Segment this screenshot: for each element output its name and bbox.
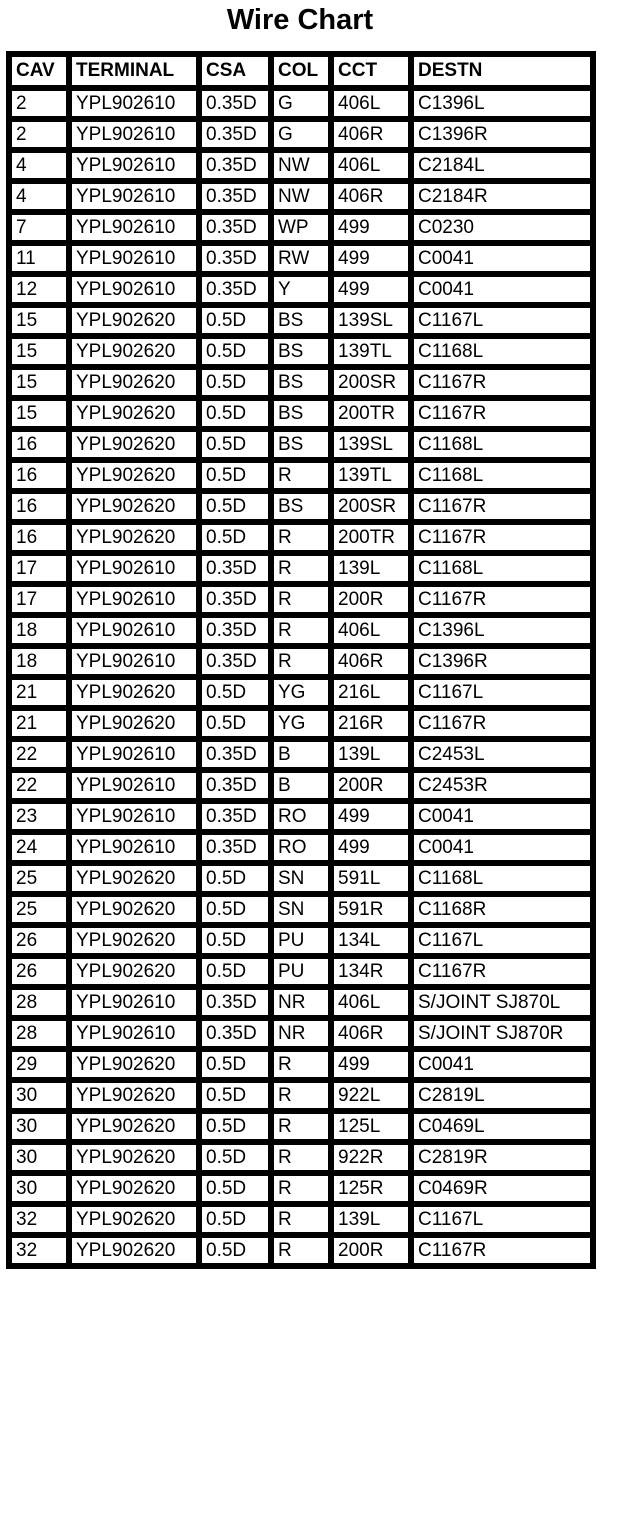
cell-csa: 0.5D <box>199 956 271 987</box>
table-row <box>9 553 593 584</box>
table-row <box>9 398 593 429</box>
cell-terminal: YPL902620 <box>69 1204 199 1235</box>
cell-csa: 0.35D <box>199 243 271 274</box>
cell-terminal: YPL902610 <box>69 739 199 770</box>
table-row <box>9 739 593 770</box>
wire-chart-table <box>6 51 596 1269</box>
cell-cav: 32 <box>9 1204 69 1235</box>
cell-col: R <box>271 553 331 584</box>
cell-col: B <box>271 739 331 770</box>
cell-terminal: YPL902620 <box>69 1173 199 1204</box>
cell-cav: 12 <box>9 274 69 305</box>
cell-destn: C1167R <box>411 522 593 553</box>
table-row <box>9 212 593 243</box>
cell-cav: 26 <box>9 956 69 987</box>
cell-cav: 26 <box>9 925 69 956</box>
cell-destn: C1167L <box>411 677 593 708</box>
cell-csa: 0.5D <box>199 336 271 367</box>
table-row <box>9 1111 593 1142</box>
cell-csa: 0.35D <box>199 987 271 1018</box>
cell-cct: 499 <box>331 1049 411 1080</box>
cell-cav: 4 <box>9 150 69 181</box>
table-row <box>9 770 593 801</box>
table-row <box>9 1080 593 1111</box>
cell-cav: 16 <box>9 429 69 460</box>
cell-col: WP <box>271 212 331 243</box>
cell-destn: C1168L <box>411 863 593 894</box>
cell-cct: 216L <box>331 677 411 708</box>
cell-terminal: YPL902620 <box>69 1111 199 1142</box>
page-title: Wire Chart <box>226 4 374 36</box>
table-row <box>9 1049 593 1080</box>
cell-cct: 406R <box>331 1018 411 1049</box>
cell-terminal: YPL902610 <box>69 801 199 832</box>
cell-destn: C1167L <box>411 1204 593 1235</box>
table-row <box>9 491 593 522</box>
header-terminal: TERMINAL <box>69 54 199 88</box>
table-row <box>9 925 593 956</box>
cell-terminal: YPL902610 <box>69 150 199 181</box>
cell-cct: 406L <box>331 987 411 1018</box>
cell-cav: 30 <box>9 1080 69 1111</box>
cell-destn: C1168R <box>411 894 593 925</box>
cell-cav: 11 <box>9 243 69 274</box>
cell-destn: C1396R <box>411 119 593 150</box>
cell-col: YG <box>271 677 331 708</box>
table-row <box>9 584 593 615</box>
cell-col: R <box>271 615 331 646</box>
table-row <box>9 615 593 646</box>
cell-cct: 406R <box>331 181 411 212</box>
table-row <box>9 181 593 212</box>
cell-cct: 139TL <box>331 336 411 367</box>
cell-destn: C1167R <box>411 1235 593 1266</box>
cell-csa: 0.5D <box>199 1142 271 1173</box>
table-row <box>9 801 593 832</box>
cell-csa: 0.35D <box>199 832 271 863</box>
cell-col: YG <box>271 708 331 739</box>
cell-col: NW <box>271 181 331 212</box>
table-row <box>9 1142 593 1173</box>
cell-cav: 15 <box>9 305 69 336</box>
cell-cct: 406R <box>331 646 411 677</box>
cell-col: PU <box>271 925 331 956</box>
cell-col: NW <box>271 150 331 181</box>
cell-csa: 0.5D <box>199 1235 271 1266</box>
cell-col: BS <box>271 398 331 429</box>
table-row <box>9 1173 593 1204</box>
cell-csa: 0.35D <box>199 739 271 770</box>
cell-terminal: YPL902620 <box>69 956 199 987</box>
cell-destn: C0041 <box>411 243 593 274</box>
cell-destn: C0041 <box>411 274 593 305</box>
cell-col: BS <box>271 336 331 367</box>
cell-col: R <box>271 1142 331 1173</box>
cell-csa: 0.35D <box>199 1018 271 1049</box>
table-row <box>9 863 593 894</box>
cell-destn: C2819R <box>411 1142 593 1173</box>
cell-destn: C1167L <box>411 925 593 956</box>
cell-cav: 25 <box>9 863 69 894</box>
cell-cct: 499 <box>331 243 411 274</box>
cell-cav: 4 <box>9 181 69 212</box>
cell-col: R <box>271 1173 331 1204</box>
cell-terminal: YPL902610 <box>69 181 199 212</box>
cell-terminal: YPL902610 <box>69 88 199 119</box>
table-row <box>9 150 593 181</box>
cell-terminal: YPL902610 <box>69 832 199 863</box>
cell-cct: 134R <box>331 956 411 987</box>
cell-cct: 139L <box>331 553 411 584</box>
cell-terminal: YPL902620 <box>69 460 199 491</box>
cell-terminal: YPL902620 <box>69 1142 199 1173</box>
cell-col: R <box>271 584 331 615</box>
cell-terminal: YPL902610 <box>69 243 199 274</box>
cell-csa: 0.35D <box>199 553 271 584</box>
cell-cav: 15 <box>9 398 69 429</box>
cell-col: SN <box>271 894 331 925</box>
cell-destn: C0041 <box>411 801 593 832</box>
cell-terminal: YPL902620 <box>69 925 199 956</box>
cell-destn: C1167R <box>411 708 593 739</box>
cell-terminal: YPL902610 <box>69 584 199 615</box>
cell-destn: C0230 <box>411 212 593 243</box>
cell-destn: C1168L <box>411 336 593 367</box>
cell-cct: 406R <box>331 119 411 150</box>
cell-col: BS <box>271 305 331 336</box>
cell-cct: 125R <box>331 1173 411 1204</box>
cell-cav: 30 <box>9 1173 69 1204</box>
cell-csa: 0.35D <box>199 584 271 615</box>
cell-cct: 139L <box>331 1204 411 1235</box>
cell-col: R <box>271 522 331 553</box>
cell-cav: 2 <box>9 88 69 119</box>
header-csa: CSA <box>199 54 271 88</box>
cell-terminal: YPL902620 <box>69 336 199 367</box>
cell-csa: 0.35D <box>199 801 271 832</box>
header-cav: CAV <box>9 54 69 88</box>
cell-cav: 29 <box>9 1049 69 1080</box>
cell-cav: 15 <box>9 336 69 367</box>
cell-terminal: YPL902620 <box>69 1049 199 1080</box>
cell-destn: S/JOINT SJ870L <box>411 987 593 1018</box>
cell-col: R <box>271 460 331 491</box>
cell-destn: C2453R <box>411 770 593 801</box>
table-row <box>9 1018 593 1049</box>
cell-destn: C1167R <box>411 584 593 615</box>
cell-cct: 125L <box>331 1111 411 1142</box>
cell-cav: 28 <box>9 1018 69 1049</box>
cell-terminal: YPL902610 <box>69 770 199 801</box>
table-row <box>9 832 593 863</box>
cell-col: NR <box>271 987 331 1018</box>
cell-terminal: YPL902620 <box>69 677 199 708</box>
cell-cct: 499 <box>331 832 411 863</box>
cell-csa: 0.5D <box>199 677 271 708</box>
cell-destn: C2184R <box>411 181 593 212</box>
cell-cct: 200SR <box>331 491 411 522</box>
cell-col: R <box>271 1235 331 1266</box>
cell-cct: 922R <box>331 1142 411 1173</box>
cell-destn: C1396L <box>411 615 593 646</box>
table-row <box>9 646 593 677</box>
cell-csa: 0.35D <box>199 150 271 181</box>
cell-csa: 0.5D <box>199 863 271 894</box>
cell-cav: 22 <box>9 739 69 770</box>
table-row <box>9 119 593 150</box>
cell-cct: 134L <box>331 925 411 956</box>
cell-terminal: YPL902620 <box>69 429 199 460</box>
cell-cav: 24 <box>9 832 69 863</box>
cell-cct: 499 <box>331 274 411 305</box>
cell-terminal: YPL902610 <box>69 615 199 646</box>
cell-cct: 499 <box>331 212 411 243</box>
cell-terminal: YPL902610 <box>69 274 199 305</box>
cell-cct: 499 <box>331 801 411 832</box>
cell-col: NR <box>271 1018 331 1049</box>
cell-terminal: YPL902620 <box>69 398 199 429</box>
cell-csa: 0.5D <box>199 1173 271 1204</box>
cell-col: RW <box>271 243 331 274</box>
cell-col: R <box>271 1204 331 1235</box>
table-row <box>9 367 593 398</box>
cell-cct: 591L <box>331 863 411 894</box>
cell-col: BS <box>271 367 331 398</box>
cell-destn: C1167R <box>411 491 593 522</box>
table-row <box>9 305 593 336</box>
table-row <box>9 1204 593 1235</box>
cell-col: R <box>271 1111 331 1142</box>
cell-terminal: YPL902610 <box>69 212 199 243</box>
cell-terminal: YPL902620 <box>69 1235 199 1266</box>
table-row <box>9 274 593 305</box>
cell-cct: 200SR <box>331 367 411 398</box>
table-body <box>9 88 593 1266</box>
cell-cav: 21 <box>9 708 69 739</box>
cell-cav: 21 <box>9 677 69 708</box>
cell-terminal: YPL902620 <box>69 305 199 336</box>
cell-destn: S/JOINT SJ870R <box>411 1018 593 1049</box>
cell-col: RO <box>271 801 331 832</box>
cell-cav: 17 <box>9 553 69 584</box>
cell-terminal: YPL902620 <box>69 367 199 398</box>
cell-destn: C2453L <box>411 739 593 770</box>
cell-col: PU <box>271 956 331 987</box>
cell-terminal: YPL902610 <box>69 1018 199 1049</box>
cell-csa: 0.5D <box>199 398 271 429</box>
cell-col: R <box>271 1080 331 1111</box>
cell-destn: C0041 <box>411 1049 593 1080</box>
cell-cav: 17 <box>9 584 69 615</box>
cell-csa: 0.5D <box>199 894 271 925</box>
cell-cav: 25 <box>9 894 69 925</box>
cell-terminal: YPL902610 <box>69 119 199 150</box>
cell-cav: 18 <box>9 646 69 677</box>
cell-terminal: YPL902620 <box>69 863 199 894</box>
cell-terminal: YPL902620 <box>69 894 199 925</box>
cell-csa: 0.35D <box>199 119 271 150</box>
table-row <box>9 677 593 708</box>
cell-destn: C1167R <box>411 956 593 987</box>
cell-destn: C1167L <box>411 305 593 336</box>
cell-cct: 406L <box>331 88 411 119</box>
cell-csa: 0.5D <box>199 1204 271 1235</box>
cell-terminal: YPL902620 <box>69 708 199 739</box>
cell-cct: 922L <box>331 1080 411 1111</box>
cell-destn: C1396R <box>411 646 593 677</box>
cell-csa: 0.5D <box>199 460 271 491</box>
table-row <box>9 429 593 460</box>
cell-destn: C0041 <box>411 832 593 863</box>
table-row <box>9 460 593 491</box>
cell-cct: 200R <box>331 770 411 801</box>
cell-csa: 0.5D <box>199 491 271 522</box>
table-row <box>9 894 593 925</box>
cell-terminal: YPL902620 <box>69 1080 199 1111</box>
cell-cav: 18 <box>9 615 69 646</box>
cell-cct: 139SL <box>331 305 411 336</box>
cell-csa: 0.5D <box>199 305 271 336</box>
header-row <box>9 54 593 88</box>
cell-cct: 406L <box>331 615 411 646</box>
cell-cav: 16 <box>9 460 69 491</box>
cell-csa: 0.35D <box>199 274 271 305</box>
table-row <box>9 987 593 1018</box>
table-row <box>9 243 593 274</box>
cell-terminal: YPL902610 <box>69 646 199 677</box>
cell-col: RO <box>271 832 331 863</box>
cell-cav: 23 <box>9 801 69 832</box>
cell-csa: 0.5D <box>199 522 271 553</box>
cell-csa: 0.5D <box>199 1080 271 1111</box>
cell-destn: C1168L <box>411 429 593 460</box>
cell-csa: 0.35D <box>199 770 271 801</box>
cell-destn: C1396L <box>411 88 593 119</box>
header-cct: CCT <box>331 54 411 88</box>
cell-csa: 0.5D <box>199 925 271 956</box>
cell-cav: 16 <box>9 491 69 522</box>
cell-terminal: YPL902620 <box>69 522 199 553</box>
cell-col: G <box>271 88 331 119</box>
table-row <box>9 336 593 367</box>
cell-csa: 0.35D <box>199 212 271 243</box>
cell-cct: 200TR <box>331 522 411 553</box>
cell-cct: 591R <box>331 894 411 925</box>
cell-col: Y <box>271 274 331 305</box>
table-row <box>9 956 593 987</box>
cell-col: R <box>271 646 331 677</box>
cell-terminal: YPL902620 <box>69 491 199 522</box>
cell-cav: 32 <box>9 1235 69 1266</box>
cell-col: R <box>271 1049 331 1080</box>
cell-col: G <box>271 119 331 150</box>
cell-csa: 0.5D <box>199 1111 271 1142</box>
cell-csa: 0.5D <box>199 708 271 739</box>
cell-cct: 200R <box>331 584 411 615</box>
cell-cct: 200TR <box>331 398 411 429</box>
table-row <box>9 1235 593 1266</box>
cell-cav: 22 <box>9 770 69 801</box>
cell-cav: 30 <box>9 1142 69 1173</box>
cell-destn: C0469L <box>411 1111 593 1142</box>
cell-col: B <box>271 770 331 801</box>
cell-terminal: YPL902610 <box>69 553 199 584</box>
cell-cav: 7 <box>9 212 69 243</box>
cell-destn: C1168L <box>411 553 593 584</box>
cell-csa: 0.5D <box>199 367 271 398</box>
cell-cct: 139L <box>331 739 411 770</box>
cell-col: BS <box>271 429 331 460</box>
cell-destn: C1168L <box>411 460 593 491</box>
cell-cav: 30 <box>9 1111 69 1142</box>
cell-csa: 0.35D <box>199 88 271 119</box>
cell-csa: 0.35D <box>199 615 271 646</box>
cell-cav: 16 <box>9 522 69 553</box>
header-col: COL <box>271 54 331 88</box>
cell-csa: 0.35D <box>199 181 271 212</box>
cell-cav: 28 <box>9 987 69 1018</box>
cell-cav: 15 <box>9 367 69 398</box>
table-row <box>9 708 593 739</box>
cell-destn: C1167R <box>411 398 593 429</box>
cell-destn: C2819L <box>411 1080 593 1111</box>
header-destn: DESTN <box>411 54 593 88</box>
cell-destn: C0469R <box>411 1173 593 1204</box>
cell-cav: 2 <box>9 119 69 150</box>
cell-cct: 406L <box>331 150 411 181</box>
cell-col: SN <box>271 863 331 894</box>
cell-destn: C2184L <box>411 150 593 181</box>
cell-col: BS <box>271 491 331 522</box>
table-row <box>9 88 593 119</box>
cell-cct: 216R <box>331 708 411 739</box>
cell-cct: 139TL <box>331 460 411 491</box>
cell-cct: 139SL <box>331 429 411 460</box>
table-row <box>9 522 593 553</box>
cell-csa: 0.5D <box>199 1049 271 1080</box>
cell-csa: 0.35D <box>199 646 271 677</box>
cell-terminal: YPL902610 <box>69 987 199 1018</box>
cell-destn: C1167R <box>411 367 593 398</box>
cell-csa: 0.5D <box>199 429 271 460</box>
cell-cct: 200R <box>331 1235 411 1266</box>
